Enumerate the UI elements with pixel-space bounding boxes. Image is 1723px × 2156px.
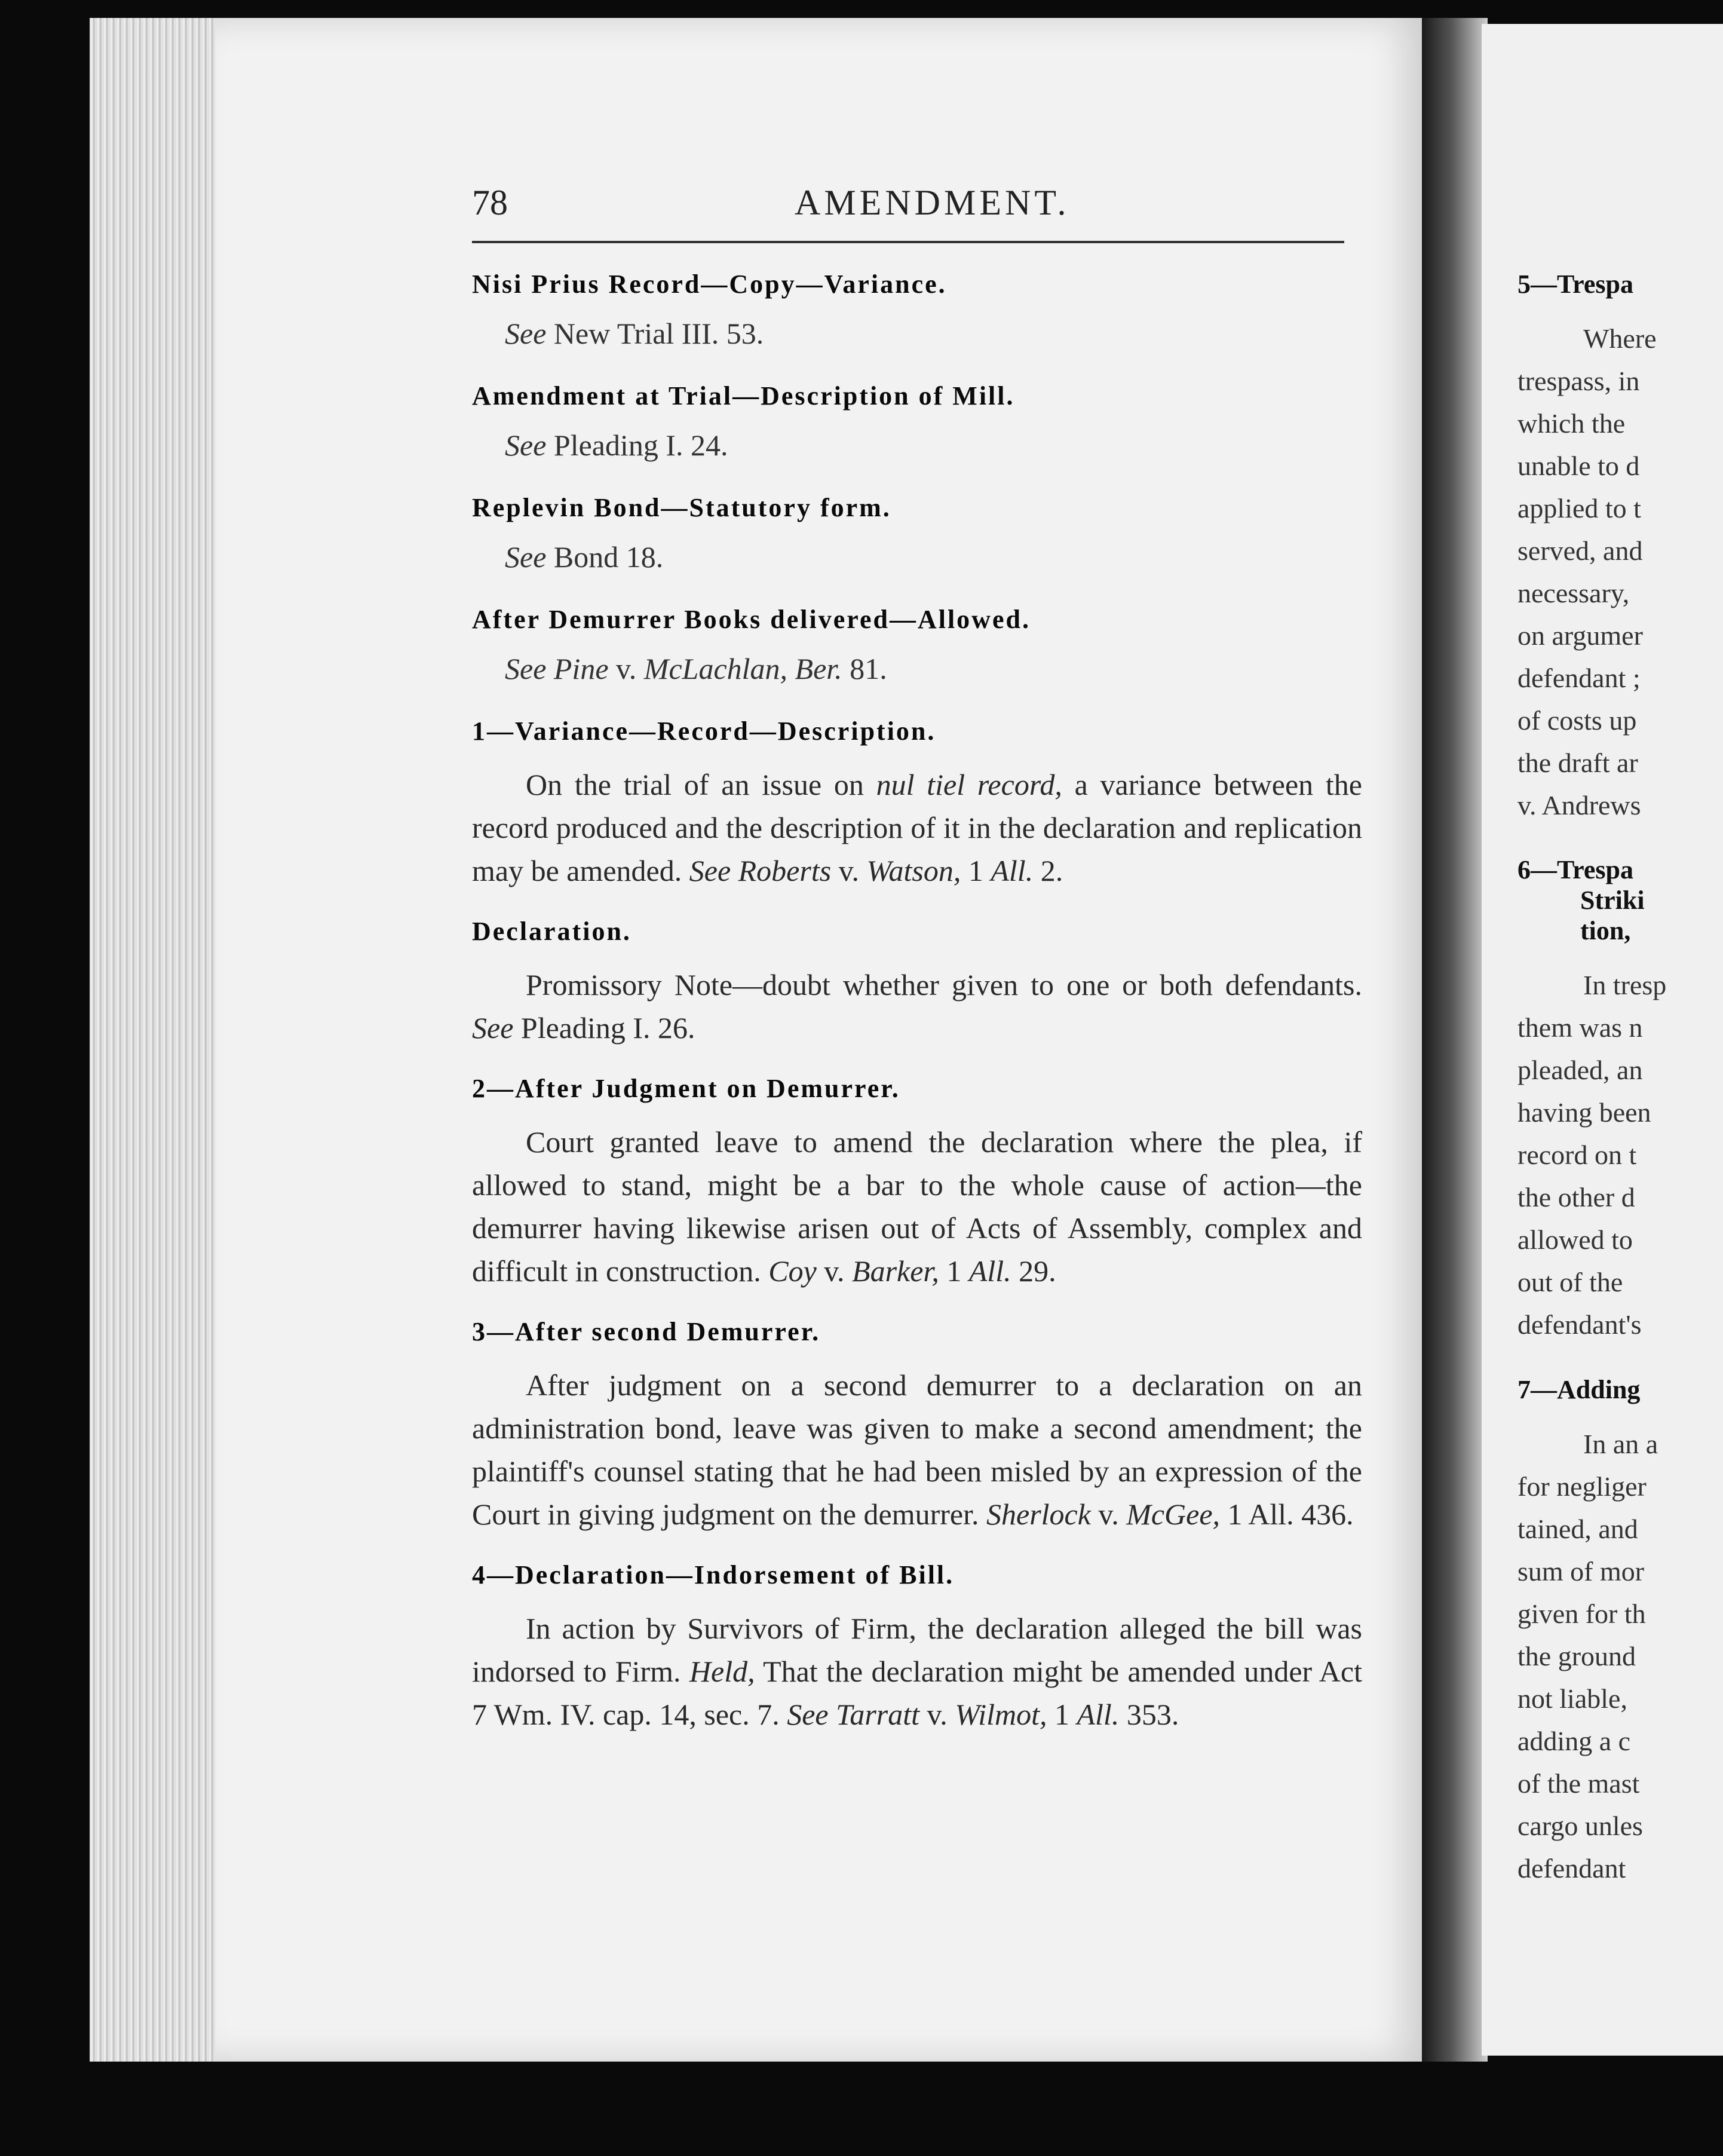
right-line: defendant — [1517, 1853, 1626, 1884]
page-edge-stack — [90, 18, 233, 2062]
page-number: 78 — [472, 183, 508, 222]
right-entry-6 — [1517, 855, 1666, 1346]
cross-reference — [505, 540, 1362, 574]
right-line: allowed to — [1517, 1224, 1633, 1255]
entry-2-after-judgment — [472, 1073, 1362, 1293]
right-line: record on t — [1517, 1140, 1637, 1170]
right-line: on argumer — [1517, 620, 1643, 651]
right-line: cargo unles — [1517, 1811, 1643, 1841]
right-entry-heading: tion, — [1580, 916, 1631, 945]
cross-reference — [505, 428, 1362, 463]
cross-reference — [505, 316, 1362, 351]
right-entry-heading: 7—Adding — [1517, 1375, 1641, 1404]
right-line: sum of mor — [1517, 1556, 1645, 1587]
ref-text: Pleading I. 24. — [546, 428, 728, 462]
right-page — [1482, 24, 1723, 2056]
page-header — [472, 182, 1344, 248]
text-run: 1 — [1047, 1698, 1077, 1731]
text-run: That the declaration might be amended under Act 7 Wm. IV. cap. 14, sec. 7. — [472, 1655, 1362, 1731]
running-head: AMENDMENT. — [795, 183, 1070, 222]
text-run: 29. — [1011, 1254, 1056, 1288]
right-line: the draft ar — [1517, 748, 1638, 778]
right-entry-heading: Striki — [1580, 886, 1645, 915]
right-entry-5 — [1517, 269, 1657, 826]
entry-3-second-demurrer — [472, 1316, 1362, 1536]
right-line: of the mast — [1517, 1768, 1640, 1799]
entry-heading: After Demurrer Books delivered—Allowed. — [472, 605, 1031, 634]
entry-1-variance — [472, 716, 1362, 892]
text-run: 1 — [939, 1254, 969, 1288]
italic-run: Held, — [689, 1655, 755, 1688]
entry-replevin-bond — [472, 492, 1362, 574]
italic-run: See — [472, 1011, 514, 1045]
italic-run: See Tarratt — [787, 1698, 920, 1731]
right-line: tained, and — [1517, 1514, 1638, 1544]
text-run: In action by Survivors of Firm, the declaration alleged the bill was indorsed to Firm. — [472, 1612, 1362, 1688]
entry-body — [472, 1120, 1362, 1293]
text-run: v. — [816, 1254, 853, 1288]
text-run: 1 — [961, 854, 991, 887]
entry-heading: 1—Variance—Record—Description. — [472, 716, 936, 746]
right-line: for negliger — [1517, 1471, 1647, 1502]
right-line: having been — [1517, 1097, 1651, 1128]
right-entry-heading: 6—Trespa — [1517, 855, 1633, 884]
italic-run: All. — [991, 854, 1034, 887]
entry-amendment-at-trial — [472, 381, 1362, 463]
italic-run: See Roberts — [689, 854, 832, 887]
right-entry-7 — [1517, 1374, 1658, 1889]
text-run: Promissory Note—doubt whether given to one or both defendants. — [526, 968, 1362, 1002]
versus: v. — [608, 652, 644, 685]
see-label: See — [505, 652, 547, 685]
right-line: the ground — [1517, 1641, 1636, 1671]
entry-heading: Declaration. — [472, 917, 631, 946]
right-line: of costs up — [1517, 705, 1637, 736]
italic-run: Watson, — [866, 854, 961, 887]
see-label: See — [505, 317, 547, 350]
ref-text: Bond 18. — [546, 540, 664, 574]
text-run: Court granted leave to amend the declaration where the plea, if allowed to stand, might be a bar to the whole cause of action—the demurrer having likewise arisen out of Acts of Assembly, complex and difficult in construction. — [472, 1125, 1362, 1288]
ref-text: New Trial III. 53. — [546, 317, 764, 350]
entry-heading: 4—Declaration—Indorsement of Bill. — [472, 1560, 955, 1590]
right-line: out of the — [1517, 1267, 1623, 1297]
right-entry-heading: 5—Trespa — [1517, 270, 1633, 299]
left-page-content — [472, 269, 1362, 1760]
right-line: In tresp — [1583, 970, 1667, 1000]
text-run: Pleading I. 26. — [513, 1011, 695, 1045]
see-label: See — [505, 540, 547, 574]
text-run: 2. — [1033, 854, 1063, 887]
header-rule — [472, 241, 1344, 243]
entry-body — [472, 1364, 1362, 1536]
italic-run: Sherlock — [986, 1497, 1091, 1531]
right-line: necessary, — [1517, 578, 1630, 608]
italic-run: All. — [1077, 1698, 1120, 1731]
entry-body — [472, 1607, 1362, 1736]
text-run: After judgment on a second demurrer to a declaration on an administration bond, leave was given to make a second amendment; the plaintiff's counsel stating that he had been misled by an expression of the Court in giving judgment on the demurrer. — [472, 1368, 1362, 1531]
see-label: See — [505, 428, 547, 462]
italic-run: All. — [968, 1254, 1011, 1288]
right-line: served, and — [1517, 535, 1643, 566]
italic-run: McGee, — [1126, 1497, 1221, 1531]
right-line: defendant ; — [1517, 663, 1641, 693]
entry-heading: Nisi Prius Record—Copy—Variance. — [472, 270, 947, 299]
ref-text: 81. — [842, 652, 887, 685]
italic-run: Barker, — [852, 1254, 939, 1288]
right-line: not liable, — [1517, 1683, 1627, 1714]
italic-run: Coy — [768, 1254, 817, 1288]
italic-run: Wilmot, — [955, 1698, 1047, 1731]
right-line: Where — [1583, 323, 1657, 354]
text-run: v. — [831, 854, 867, 887]
right-line: the other d — [1517, 1182, 1635, 1212]
book-gutter — [1422, 18, 1488, 2062]
right-line: trespass, in — [1517, 366, 1640, 396]
entry-after-demurrer-books — [472, 604, 1362, 686]
entry-body — [472, 963, 1362, 1049]
right-line: given for th — [1517, 1598, 1646, 1629]
right-line: v. Andrews — [1517, 790, 1641, 820]
entry-body — [472, 763, 1362, 892]
case-party: Pine — [546, 652, 609, 685]
italic-run: nul tiel record, — [876, 768, 1062, 801]
right-line: them was n — [1517, 1012, 1643, 1043]
entry-heading: Replevin Bond—Statutory form. — [472, 493, 891, 522]
entry-nisi-prius — [472, 269, 1362, 351]
right-line: defendant's — [1517, 1309, 1642, 1340]
right-line: applied to t — [1517, 493, 1641, 523]
text-run: v. — [1090, 1497, 1127, 1531]
text-run: On the trial of an issue on — [526, 768, 876, 801]
entry-4-declaration-indorsement — [472, 1560, 1362, 1736]
text-run: v. — [919, 1698, 955, 1731]
text-run: a variance between the record produced and the description of it in the declaration and replication may be amended. — [472, 768, 1362, 887]
case-party: McLachlan, Ber. — [643, 652, 842, 685]
right-line: pleaded, an — [1517, 1055, 1643, 1085]
right-line: unable to d — [1517, 451, 1640, 481]
entry-heading: 2—After Judgment on Demurrer. — [472, 1074, 900, 1103]
right-line: In an a — [1583, 1429, 1658, 1459]
entry-heading: 3—After second Demurrer. — [472, 1317, 821, 1346]
right-line: adding a c — [1517, 1726, 1631, 1756]
cross-reference — [505, 651, 1362, 686]
entry-heading: Amendment at Trial—Description of Mill. — [472, 381, 1015, 411]
text-run: 1 All. 436. — [1220, 1497, 1354, 1531]
right-line: which the — [1517, 408, 1626, 439]
text-run: 353. — [1119, 1698, 1179, 1731]
entry-declaration — [472, 916, 1362, 1049]
